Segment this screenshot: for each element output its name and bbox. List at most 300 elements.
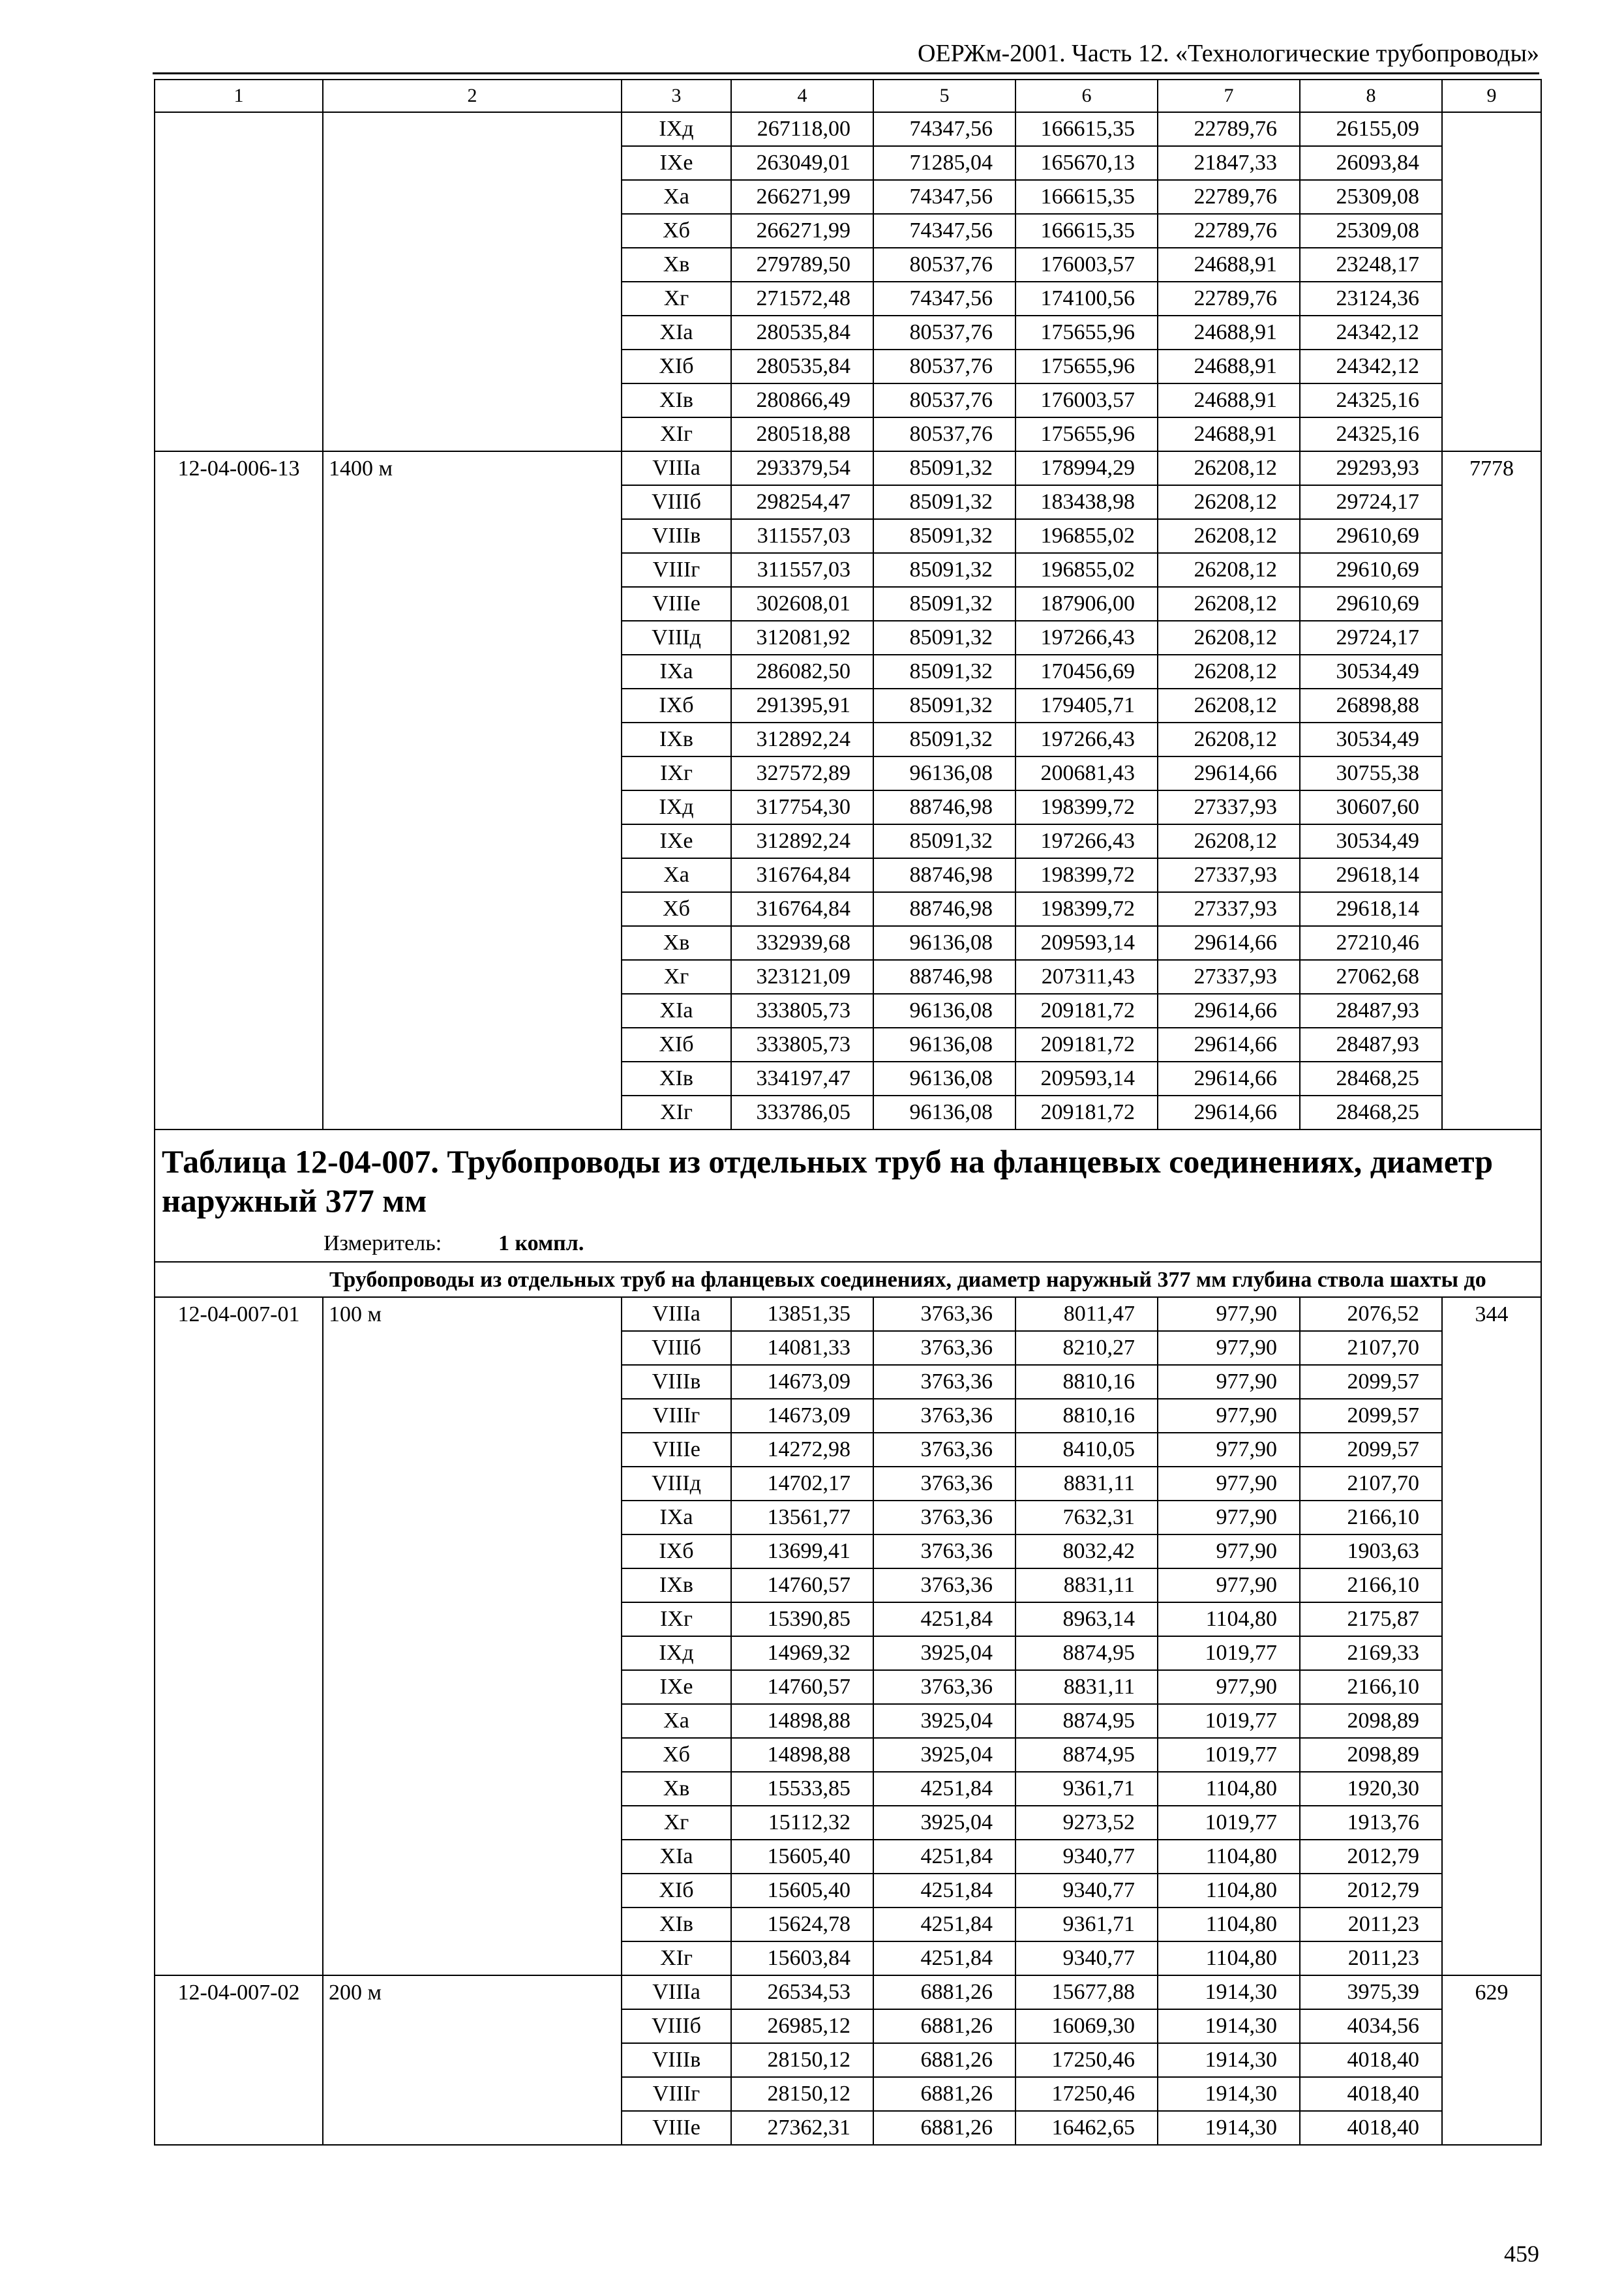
- value-cell: 15624,78: [731, 1908, 873, 1941]
- value-cell: 2169,33: [1300, 1636, 1442, 1670]
- value-cell: 197266,43: [1015, 824, 1158, 858]
- table-row: [155, 2077, 1541, 2111]
- value-cell: 29614,66: [1158, 1062, 1300, 1096]
- value-cell: 334197,47: [731, 1062, 873, 1096]
- rate-code-cell: [155, 1501, 323, 1534]
- value-cell: 96136,08: [873, 994, 1015, 1028]
- value-cell: 26208,12: [1158, 485, 1300, 519]
- value-cell: 1019,77: [1158, 1738, 1300, 1772]
- value-cell: 2011,23: [1300, 1908, 1442, 1941]
- shaft-depth-cell: [323, 790, 622, 824]
- region-cell: VIIIг: [622, 553, 731, 587]
- value-cell: 4018,40: [1300, 2043, 1442, 2077]
- value-cell: 26208,12: [1158, 824, 1300, 858]
- region-cell: Xб: [622, 1738, 731, 1772]
- value-cell: 85091,32: [873, 723, 1015, 756]
- value-cell: 24342,12: [1300, 350, 1442, 383]
- value-cell: 27210,46: [1300, 926, 1442, 960]
- value-cell: 27062,68: [1300, 960, 1442, 994]
- column-9-cell: [1442, 756, 1541, 790]
- column-9-cell: [1442, 994, 1541, 1028]
- region-cell: XIб: [622, 350, 731, 383]
- rate-code-cell: [155, 1534, 323, 1568]
- value-cell: 85091,32: [873, 485, 1015, 519]
- region-cell: XIа: [622, 1840, 731, 1874]
- value-cell: 29618,14: [1300, 858, 1442, 892]
- value-cell: 977,90: [1158, 1467, 1300, 1501]
- value-cell: 80537,76: [873, 383, 1015, 417]
- value-cell: 1104,80: [1158, 1941, 1300, 1975]
- value-cell: 3763,36: [873, 1670, 1015, 1704]
- value-cell: 2011,23: [1300, 1941, 1442, 1975]
- value-cell: 85091,32: [873, 587, 1015, 621]
- value-cell: 96136,08: [873, 1096, 1015, 1130]
- value-cell: 1019,77: [1158, 1806, 1300, 1840]
- value-cell: 30534,49: [1300, 824, 1442, 858]
- shaft-depth-cell: [323, 1028, 622, 1062]
- value-cell: 8874,95: [1015, 1704, 1158, 1738]
- value-cell: 6881,26: [873, 2009, 1015, 2043]
- rate-code-cell: [155, 519, 323, 553]
- region-cell: XIв: [622, 383, 731, 417]
- value-cell: 29724,17: [1300, 485, 1442, 519]
- column-9-cell: [1442, 790, 1541, 824]
- value-cell: 302608,01: [731, 587, 873, 621]
- shaft-depth-cell: [323, 1908, 622, 1941]
- value-cell: 23124,36: [1300, 282, 1442, 316]
- value-cell: 16069,30: [1015, 2009, 1158, 2043]
- value-cell: 3763,36: [873, 1297, 1015, 1331]
- value-cell: 30755,38: [1300, 756, 1442, 790]
- value-cell: 263049,01: [731, 146, 873, 180]
- value-cell: 271572,48: [731, 282, 873, 316]
- column-9-cell: [1442, 383, 1541, 417]
- value-cell: 3925,04: [873, 1806, 1015, 1840]
- value-cell: 80537,76: [873, 350, 1015, 383]
- column-9-cell: [1442, 1096, 1541, 1130]
- table-row: [155, 1365, 1541, 1399]
- value-cell: 28150,12: [731, 2077, 873, 2111]
- value-cell: 88746,98: [873, 892, 1015, 926]
- value-cell: 29614,66: [1158, 926, 1300, 960]
- value-cell: 4251,84: [873, 1602, 1015, 1636]
- value-cell: 8810,16: [1015, 1399, 1158, 1433]
- value-cell: 187906,00: [1015, 587, 1158, 621]
- value-cell: 96136,08: [873, 1062, 1015, 1096]
- value-cell: 85091,32: [873, 621, 1015, 655]
- table-row: [155, 1297, 1541, 1331]
- table-row: [155, 553, 1541, 587]
- value-cell: 197266,43: [1015, 621, 1158, 655]
- shaft-depth-cell: [323, 1062, 622, 1096]
- value-cell: 1019,77: [1158, 1704, 1300, 1738]
- rate-code-cell: [155, 1874, 323, 1908]
- rate-code-cell: [155, 316, 323, 350]
- value-cell: 977,90: [1158, 1331, 1300, 1365]
- region-cell: VIIIг: [622, 1399, 731, 1433]
- value-cell: 17250,46: [1015, 2043, 1158, 2077]
- value-cell: 14673,09: [731, 1399, 873, 1433]
- value-cell: 198399,72: [1015, 892, 1158, 926]
- shaft-depth-cell: [323, 621, 622, 655]
- shaft-depth-cell: 1400 м: [323, 451, 622, 485]
- shaft-depth-cell: [323, 180, 622, 214]
- value-cell: 74347,56: [873, 282, 1015, 316]
- region-cell: VIIIв: [622, 519, 731, 553]
- region-cell: VIIIа: [622, 451, 731, 485]
- value-cell: 280866,49: [731, 383, 873, 417]
- value-cell: 311557,03: [731, 519, 873, 553]
- value-cell: 26208,12: [1158, 655, 1300, 689]
- rate-code-cell: [155, 146, 323, 180]
- value-cell: 22789,76: [1158, 180, 1300, 214]
- shaft-depth-cell: [323, 1874, 622, 1908]
- shaft-depth-cell: [323, 1365, 622, 1399]
- value-cell: 24325,16: [1300, 383, 1442, 417]
- shaft-depth-cell: [323, 2009, 622, 2043]
- value-cell: 4018,40: [1300, 2077, 1442, 2111]
- region-cell: Xв: [622, 248, 731, 282]
- value-cell: 29293,93: [1300, 451, 1442, 485]
- value-cell: 977,90: [1158, 1568, 1300, 1602]
- rates-table: [154, 79, 1542, 2146]
- header-rule: [153, 72, 1539, 74]
- value-cell: 24688,91: [1158, 350, 1300, 383]
- value-cell: 8831,11: [1015, 1670, 1158, 1704]
- shaft-depth-cell: [323, 587, 622, 621]
- column-9-cell: 344: [1442, 1297, 1541, 1331]
- rate-code-cell: [155, 1331, 323, 1365]
- value-cell: 88746,98: [873, 960, 1015, 994]
- table-row: [155, 1501, 1541, 1534]
- value-cell: 266271,99: [731, 214, 873, 248]
- value-cell: 2099,57: [1300, 1365, 1442, 1399]
- value-cell: 6881,26: [873, 2043, 1015, 2077]
- value-cell: 1914,30: [1158, 2111, 1300, 2145]
- rate-code-cell: [155, 2043, 323, 2077]
- value-cell: 9340,77: [1015, 1874, 1158, 1908]
- value-cell: 977,90: [1158, 1501, 1300, 1534]
- value-cell: 80537,76: [873, 417, 1015, 451]
- value-cell: 26208,12: [1158, 689, 1300, 723]
- value-cell: 23248,17: [1300, 248, 1442, 282]
- table-row: [155, 2043, 1541, 2077]
- caption-row: [155, 1262, 1541, 1297]
- value-cell: 27362,31: [731, 2111, 873, 2145]
- region-cell: XIг: [622, 1096, 731, 1130]
- value-cell: 26155,09: [1300, 112, 1442, 146]
- section-caption: Трубопроводы из отдельных труб на фланцевых соединениях, диаметр наружный 377 мм глубина ствола шахты до: [323, 1262, 1541, 1297]
- column-9-cell: [1442, 2043, 1541, 2077]
- value-cell: 22789,76: [1158, 282, 1300, 316]
- column-9-cell: [1442, 417, 1541, 451]
- shaft-depth-cell: [323, 1467, 622, 1501]
- region-cell: IXб: [622, 1534, 731, 1568]
- shaft-depth-cell: [323, 960, 622, 994]
- rate-code-cell: [155, 1399, 323, 1433]
- value-cell: 26093,84: [1300, 146, 1442, 180]
- value-cell: 200681,43: [1015, 756, 1158, 790]
- column-9-cell: [1442, 1738, 1541, 1772]
- column-9-cell: [1442, 1670, 1541, 1704]
- value-cell: 323121,09: [731, 960, 873, 994]
- rate-code-cell: [155, 485, 323, 519]
- value-cell: 71285,04: [873, 146, 1015, 180]
- column-9-cell: [1442, 1840, 1541, 1874]
- column-9-cell: [1442, 553, 1541, 587]
- value-cell: 4251,84: [873, 1772, 1015, 1806]
- table-row: [155, 1636, 1541, 1670]
- shaft-depth-cell: [323, 1636, 622, 1670]
- value-cell: 28468,25: [1300, 1062, 1442, 1096]
- shaft-depth-cell: [323, 1534, 622, 1568]
- value-cell: 2166,10: [1300, 1670, 1442, 1704]
- column-9-cell: [1442, 926, 1541, 960]
- value-cell: 8831,11: [1015, 1467, 1158, 1501]
- column-9-cell: [1442, 1704, 1541, 1738]
- value-cell: 1914,30: [1158, 2043, 1300, 2077]
- value-cell: 3763,36: [873, 1365, 1015, 1399]
- region-cell: XIб: [622, 1028, 731, 1062]
- value-cell: 209181,72: [1015, 994, 1158, 1028]
- value-cell: 26534,53: [731, 1975, 873, 2009]
- shaft-depth-cell: 200 м: [323, 1975, 622, 2009]
- table-row: [155, 790, 1541, 824]
- value-cell: 298254,47: [731, 485, 873, 519]
- rate-code-cell: [155, 723, 323, 756]
- table-row: [155, 519, 1541, 553]
- value-cell: 14760,57: [731, 1670, 873, 1704]
- region-cell: VIIIд: [622, 1467, 731, 1501]
- column-9-cell: [1442, 1331, 1541, 1365]
- table-row: [155, 858, 1541, 892]
- rate-code-cell: [155, 383, 323, 417]
- rate-code-cell: [155, 1096, 323, 1130]
- table-row: [155, 1331, 1541, 1365]
- region-cell: XIв: [622, 1908, 731, 1941]
- value-cell: 267118,00: [731, 112, 873, 146]
- table-title-row: [155, 1130, 1541, 1225]
- rate-code-cell: [155, 1772, 323, 1806]
- value-cell: 1920,30: [1300, 1772, 1442, 1806]
- value-cell: 22789,76: [1158, 112, 1300, 146]
- region-cell: Xа: [622, 180, 731, 214]
- value-cell: 6881,26: [873, 2111, 1015, 2145]
- column-number: 1: [155, 80, 323, 112]
- value-cell: 85091,32: [873, 824, 1015, 858]
- value-cell: 1104,80: [1158, 1772, 1300, 1806]
- value-cell: 25309,08: [1300, 214, 1442, 248]
- value-cell: 183438,98: [1015, 485, 1158, 519]
- value-cell: 85091,32: [873, 655, 1015, 689]
- value-cell: 14272,98: [731, 1433, 873, 1467]
- value-cell: 166615,35: [1015, 180, 1158, 214]
- shaft-depth-cell: [323, 1602, 622, 1636]
- rate-code-cell: [155, 926, 323, 960]
- value-cell: 2012,79: [1300, 1840, 1442, 1874]
- table-row: [155, 1096, 1541, 1130]
- value-cell: 15677,88: [1015, 1975, 1158, 2009]
- value-cell: 15390,85: [731, 1602, 873, 1636]
- region-cell: XIа: [622, 994, 731, 1028]
- value-cell: 2166,10: [1300, 1501, 1442, 1534]
- region-cell: Xг: [622, 282, 731, 316]
- column-9-cell: [1442, 282, 1541, 316]
- rate-code-cell: [155, 1670, 323, 1704]
- column-9-cell: [1442, 1534, 1541, 1568]
- page-number: 459: [1504, 2241, 1539, 2267]
- value-cell: 8963,14: [1015, 1602, 1158, 1636]
- value-cell: 3763,36: [873, 1399, 1015, 1433]
- column-9-cell: [1442, 316, 1541, 350]
- table-row: [155, 1433, 1541, 1467]
- region-cell: IXб: [622, 689, 731, 723]
- value-cell: 175655,96: [1015, 417, 1158, 451]
- value-cell: 8831,11: [1015, 1568, 1158, 1602]
- rate-code-cell: [155, 1568, 323, 1602]
- region-cell: IXв: [622, 723, 731, 756]
- table-row: [155, 1467, 1541, 1501]
- shaft-depth-cell: [323, 417, 622, 451]
- value-cell: 29724,17: [1300, 621, 1442, 655]
- table-row: [155, 892, 1541, 926]
- value-cell: 333805,73: [731, 994, 873, 1028]
- table-row: [155, 214, 1541, 248]
- table-row: [155, 417, 1541, 451]
- value-cell: 24342,12: [1300, 316, 1442, 350]
- rate-code-cell: [155, 689, 323, 723]
- value-cell: 316764,84: [731, 892, 873, 926]
- rate-code-cell: [155, 960, 323, 994]
- value-cell: 9273,52: [1015, 1806, 1158, 1840]
- value-cell: 178994,29: [1015, 451, 1158, 485]
- value-cell: 88746,98: [873, 790, 1015, 824]
- value-cell: 3763,36: [873, 1534, 1015, 1568]
- rate-code-cell: [155, 1908, 323, 1941]
- shaft-depth-cell: [323, 282, 622, 316]
- shaft-depth-cell: [323, 383, 622, 417]
- value-cell: 312892,24: [731, 723, 873, 756]
- shaft-depth-cell: [323, 1670, 622, 1704]
- column-9-cell: [1442, 180, 1541, 214]
- column-number: 4: [731, 80, 873, 112]
- column-number: 5: [873, 80, 1015, 112]
- value-cell: 30534,49: [1300, 723, 1442, 756]
- table-row: [155, 146, 1541, 180]
- region-cell: Xв: [622, 926, 731, 960]
- value-cell: 74347,56: [873, 112, 1015, 146]
- shaft-depth-cell: [323, 994, 622, 1028]
- column-9-cell: [1442, 892, 1541, 926]
- region-cell: XIг: [622, 417, 731, 451]
- value-cell: 28487,93: [1300, 994, 1442, 1028]
- running-header: ОЕРЖм-2001. Часть 12. «Технологические трубопроводы»: [917, 40, 1539, 67]
- rate-code-cell: [155, 1028, 323, 1062]
- value-cell: 30534,49: [1300, 655, 1442, 689]
- value-cell: 207311,43: [1015, 960, 1158, 994]
- value-cell: 13699,41: [731, 1534, 873, 1568]
- value-cell: 2076,52: [1300, 1297, 1442, 1331]
- value-cell: 29610,69: [1300, 519, 1442, 553]
- column-9-cell: [1442, 655, 1541, 689]
- shaft-depth-cell: [323, 1568, 622, 1602]
- value-cell: 317754,30: [731, 790, 873, 824]
- value-cell: 28150,12: [731, 2043, 873, 2077]
- value-cell: 28468,25: [1300, 1096, 1442, 1130]
- shaft-depth-cell: [323, 655, 622, 689]
- value-cell: 977,90: [1158, 1433, 1300, 1467]
- rate-code-cell: [155, 112, 323, 146]
- rate-code-cell: [155, 2009, 323, 2043]
- table-row: [155, 1568, 1541, 1602]
- value-cell: 209181,72: [1015, 1096, 1158, 1130]
- value-cell: 9340,77: [1015, 1840, 1158, 1874]
- region-cell: VIIIе: [622, 587, 731, 621]
- value-cell: 2166,10: [1300, 1568, 1442, 1602]
- value-cell: 1914,30: [1158, 2009, 1300, 2043]
- rate-code-cell: [155, 790, 323, 824]
- table-row: [155, 1602, 1541, 1636]
- value-cell: 170456,69: [1015, 655, 1158, 689]
- value-cell: 30607,60: [1300, 790, 1442, 824]
- column-9-cell: [1442, 858, 1541, 892]
- shaft-depth-cell: [323, 689, 622, 723]
- column-number: 6: [1015, 80, 1158, 112]
- value-cell: 197266,43: [1015, 723, 1158, 756]
- column-9-cell: [1442, 1365, 1541, 1399]
- region-cell: VIIIб: [622, 1331, 731, 1365]
- value-cell: 9340,77: [1015, 1941, 1158, 1975]
- rate-code-cell: [155, 858, 323, 892]
- rate-code-cell: [155, 350, 323, 383]
- shaft-depth-cell: [323, 112, 622, 146]
- value-cell: 3763,36: [873, 1331, 1015, 1365]
- value-cell: 9361,71: [1015, 1908, 1158, 1941]
- value-cell: 16462,65: [1015, 2111, 1158, 2145]
- rate-code-cell: [155, 994, 323, 1028]
- value-cell: 29614,66: [1158, 756, 1300, 790]
- value-cell: 4251,84: [873, 1840, 1015, 1874]
- column-9-cell: [1442, 1062, 1541, 1096]
- value-cell: 312081,92: [731, 621, 873, 655]
- column-9-cell: [1442, 485, 1541, 519]
- measure-value: 1 компл.: [498, 1231, 584, 1255]
- column-9-cell: [1442, 689, 1541, 723]
- value-cell: 14898,88: [731, 1738, 873, 1772]
- region-cell: VIIIб: [622, 485, 731, 519]
- measure-row: [155, 1225, 1541, 1262]
- value-cell: 8874,95: [1015, 1738, 1158, 1772]
- value-cell: 26898,88: [1300, 689, 1442, 723]
- value-cell: 2098,89: [1300, 1738, 1442, 1772]
- region-cell: IXд: [622, 1636, 731, 1670]
- value-cell: 14702,17: [731, 1467, 873, 1501]
- table-row: [155, 1874, 1541, 1908]
- region-cell: VIIIа: [622, 1297, 731, 1331]
- table-row: [155, 689, 1541, 723]
- column-9-cell: [1442, 1806, 1541, 1840]
- value-cell: 175655,96: [1015, 316, 1158, 350]
- value-cell: 6881,26: [873, 1975, 1015, 2009]
- region-cell: IXд: [622, 112, 731, 146]
- rate-code-cell: 12-04-006-13: [155, 451, 323, 485]
- rate-code-cell: 12-04-007-01: [155, 1297, 323, 1331]
- value-cell: 280518,88: [731, 417, 873, 451]
- rate-code-cell: [155, 553, 323, 587]
- value-cell: 2098,89: [1300, 1704, 1442, 1738]
- column-9-cell: [1442, 1941, 1541, 1975]
- column-9-cell: [1442, 960, 1541, 994]
